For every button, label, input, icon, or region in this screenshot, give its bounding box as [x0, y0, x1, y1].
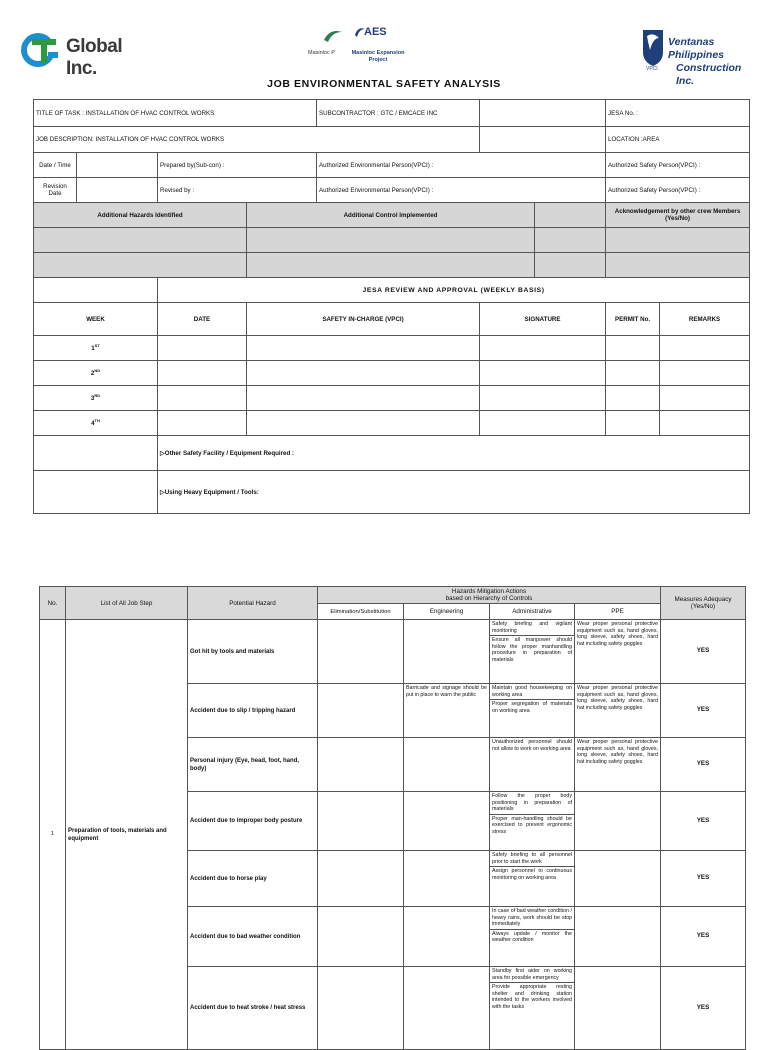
header-engineering: Engineering	[404, 604, 490, 620]
engineering-control	[404, 907, 490, 967]
header-mitigation: Hazards Mitigation Actions based on Hierarchy of Controls	[318, 587, 661, 604]
gtc-logo-icon	[18, 30, 62, 70]
step-number: 1	[40, 620, 66, 1050]
revision-date-value	[77, 178, 158, 203]
ppe-control	[575, 792, 661, 851]
date-time-value	[77, 153, 158, 178]
administrative-control-item: Safety briefing and vigilant monitoring	[492, 621, 572, 634]
authorized-safety-person-2: Authorized Safety Person(VPCI) :	[606, 178, 750, 203]
administrative-control-item: Standby first aider on working area for possible emergency	[492, 968, 572, 981]
review-header-permit: PERMIT No.	[606, 303, 660, 336]
blank-cell	[34, 471, 158, 514]
potential-hazard: Accident due to bad weather condition	[188, 907, 318, 967]
company-right-line2: Construction Inc.	[676, 62, 742, 87]
week-3: 3RD	[34, 386, 158, 411]
subcontractor: SUBCONTRACTOR : GTC / EMCACE INC	[317, 100, 480, 127]
document-title: JOB ENVIRONMENTAL SAFETY ANALYSIS	[267, 78, 501, 90]
administrative-controls	[490, 620, 575, 684]
administrative-controls	[490, 684, 575, 738]
company-right-line1: Ventanas Philippines	[668, 36, 725, 61]
vpci-logo	[640, 28, 750, 87]
prepared-by: Prepared by(Sub-con) :	[158, 153, 317, 178]
header-adequacy: Measures Adequacy (Yes/No)	[661, 587, 746, 620]
elimination-cell	[318, 792, 404, 851]
aes-logo	[308, 26, 418, 66]
company-left-name: Global Inc.	[66, 36, 123, 79]
title-of-task: TITLE OF TASK : INSTALLATION OF HVAC CONTROL WORKS	[34, 100, 317, 127]
review-header-safety: SAFETY IN-CHARGE (VPCI)	[247, 303, 480, 336]
location: LOCATION :AREA	[606, 127, 750, 153]
aes-word: AES	[364, 26, 387, 38]
review-header-remarks: REMARKS	[660, 303, 750, 336]
administrative-control-item: Maintain good housekeeping on working area	[492, 685, 572, 698]
administrative-controls	[490, 907, 575, 967]
elimination-cell	[318, 907, 404, 967]
col-additional-control: Additional Control Implemented	[247, 203, 535, 228]
engineering-control	[404, 792, 490, 851]
company-right-abbr: VPCI	[646, 66, 658, 72]
ppe-control: Wear proper personal protective equipment such as, hand gloves, long sleeve, safety shoes, hard hat including safety goggles	[575, 620, 661, 684]
authorized-env-person-2: Authorized Environmental Person(VPCI) :	[317, 178, 606, 203]
jesa-form-table	[33, 99, 750, 514]
administrative-control-item: Provide appropriate resting shelter and drinking station intended to the workers involved with the tasks	[492, 984, 572, 1010]
acknowledgement-entry-cell[interactable]	[606, 228, 750, 253]
engineering-control	[404, 620, 490, 684]
measures-adequacy: YES	[661, 851, 746, 907]
other-facility: ▷Other Safety Facility / Equipment Required :	[158, 436, 750, 471]
measures-adequacy: YES	[661, 907, 746, 967]
heavy-equipment: ▷Using Heavy Equipment / Tools:	[158, 471, 750, 514]
engineering-control: Barricade and signage should be put in place to warn the public	[404, 684, 490, 738]
ppe-control: Wear proper personal protective equipment such as, hand gloves, long sleeve, safety shoes, hard hat including safety goggles	[575, 684, 661, 738]
administrative-control-item: Unauthorized personnel should not allow to work on working area	[492, 739, 572, 752]
potential-hazard: Accident due to heat stroke / heat stress	[188, 967, 318, 1050]
aes-sub-right: Masinloc Expansion Project	[351, 50, 405, 63]
authorized-env-person-1: Authorized Environmental Person(VPCI) :	[317, 153, 606, 178]
blank-cell	[480, 127, 606, 153]
week-2: 2ND	[34, 361, 158, 386]
col-acknowledgement: Acknowledgement by other crew Members (Yes/No)	[606, 203, 750, 228]
administrative-control-item: Proper man-handling should be exercised to prevent ergonomic stress	[492, 815, 572, 835]
administrative-control-item: Always update / monitor the weather condition	[492, 930, 572, 944]
header-no: No.	[40, 587, 66, 620]
administrative-control-item: Safety briefing to all personnel prior to start the work	[492, 852, 572, 865]
blank-cell	[535, 203, 606, 228]
step-name: Preparation of tools, materials and equipment	[66, 620, 188, 1050]
hazard-entry-cell[interactable]	[34, 228, 247, 253]
administrative-controls	[490, 738, 575, 792]
aes-swirl-icon	[322, 28, 344, 44]
elimination-cell	[318, 851, 404, 907]
administrative-controls	[490, 851, 575, 907]
header-ppe: PPE	[575, 604, 661, 620]
jesa-no: JESA No. :	[606, 100, 750, 127]
gtc-logo	[18, 26, 148, 79]
header-hazard: Potential Hazard	[188, 587, 318, 620]
potential-hazard: Personal injury (Eye, head, foot, hand, body)	[188, 738, 318, 792]
hazard-mitigation-table	[39, 586, 746, 1050]
potential-hazard: Accident due to slip / tripping hazard	[188, 684, 318, 738]
potential-hazard: Got hit by tools and materials	[188, 620, 318, 684]
measures-adequacy: YES	[661, 792, 746, 851]
blank-cell	[480, 100, 606, 127]
elimination-cell	[318, 620, 404, 684]
review-title: JESA REVIEW AND APPROVAL (WEEKLY BASIS)	[158, 278, 750, 303]
col-additional-hazards: Additional Hazards Identified	[34, 203, 247, 228]
job-description: JOB DESCRIPTION: INSTALLATION OF HVAC CONTROL WORKS	[34, 127, 480, 153]
control-entry-cell[interactable]	[247, 228, 535, 253]
administrative-control-item: Proper segregation of materials on working area	[492, 701, 572, 714]
vpci-shield-icon	[640, 28, 666, 68]
review-header-signature: SIGNATURE	[480, 303, 606, 336]
measures-adequacy: YES	[661, 967, 746, 1050]
potential-hazard: Accident due to improper body posture	[188, 792, 318, 851]
ppe-control	[575, 851, 661, 907]
header-steps: List of All Job Step	[66, 587, 188, 620]
administrative-control-item: Assign personnel to continuous monitoring on working area	[492, 868, 572, 881]
blank-cell	[34, 436, 158, 471]
potential-hazard: Accident due to horse play	[188, 851, 318, 907]
elimination-cell	[318, 967, 404, 1050]
header-administrative: Administrative	[490, 604, 575, 620]
administrative-control-item: Follow the proper body positioning in preparation of materials	[492, 793, 572, 813]
engineering-control	[404, 738, 490, 792]
revised-by: Revised by :	[158, 178, 317, 203]
hazard-entry-cell[interactable]	[34, 253, 247, 278]
header-elimination: Elimination/Substitution	[318, 604, 404, 620]
elimination-cell	[318, 684, 404, 738]
acknowledgement-entry-cell[interactable]	[606, 253, 750, 278]
engineering-control	[404, 851, 490, 907]
ppe-control: Wear proper personal protective equipment such as, hand gloves, long sleeve, safety shoes, hard hat including safety goggles	[575, 738, 661, 792]
ppe-control	[575, 967, 661, 1050]
aes-sub-left: Masinloc P	[308, 50, 335, 56]
review-header-date: DATE	[158, 303, 247, 336]
measures-adequacy: YES	[661, 738, 746, 792]
elimination-cell	[318, 738, 404, 792]
blank-cell	[535, 228, 606, 253]
administrative-controls	[490, 792, 575, 851]
ppe-control	[575, 907, 661, 967]
blank-cell	[535, 253, 606, 278]
week-1: 1ST	[34, 336, 158, 361]
date-time-label: Date / Time	[34, 153, 77, 178]
administrative-control-item: Ensure all manpower should follow the proper manhandling procedure in preparation of materials	[492, 637, 572, 663]
revision-date-label: Revision Date	[34, 178, 77, 203]
blank-cell	[34, 278, 158, 303]
administrative-control-item: In case of bad weather condition / heavy rains, work should be stop immediately	[492, 908, 572, 928]
review-header-week: WEEK	[34, 303, 158, 336]
measures-adequacy: YES	[661, 684, 746, 738]
engineering-control	[404, 967, 490, 1050]
administrative-controls	[490, 967, 575, 1050]
control-entry-cell[interactable]	[247, 253, 535, 278]
table-row	[40, 620, 746, 684]
week-4: 4TH	[34, 411, 158, 436]
authorized-safety-person-1: Authorized Safety Person(VPCI) :	[606, 153, 750, 178]
measures-adequacy: YES	[661, 620, 746, 684]
